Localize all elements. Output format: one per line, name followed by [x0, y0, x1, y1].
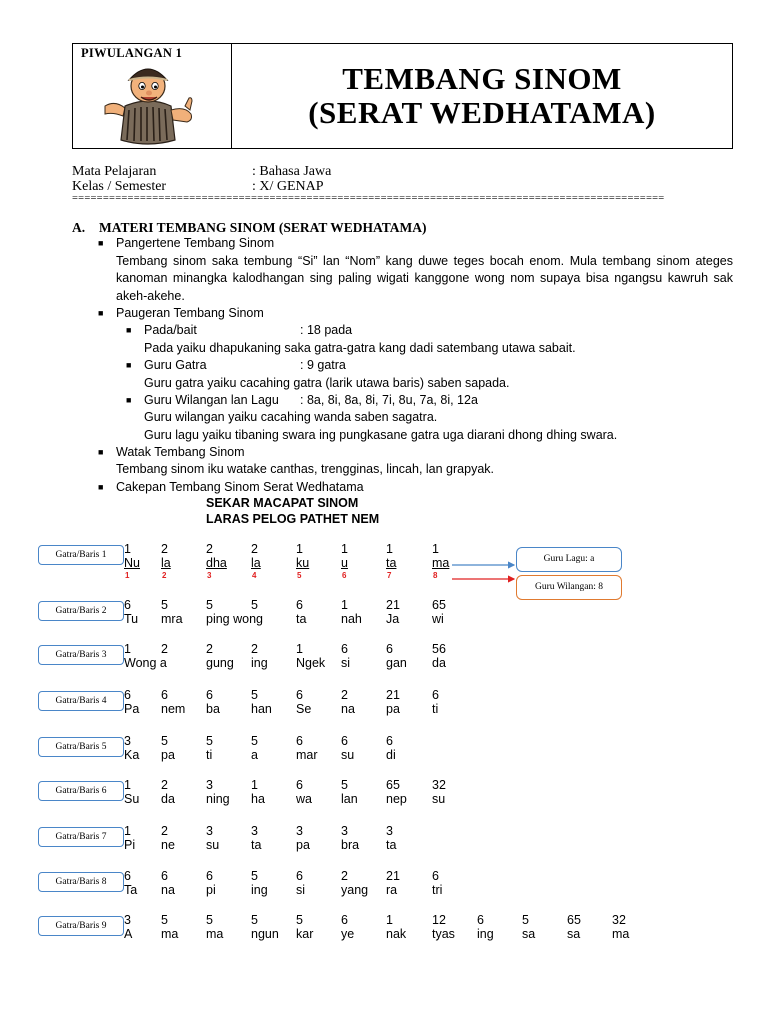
- sub-bullet-icon: ■: [126, 325, 132, 335]
- bullet-icon: ■: [98, 482, 104, 492]
- lyric-cell: ti: [206, 748, 213, 762]
- lyric-cell: si: [341, 656, 351, 670]
- lyric-cell: Ngek: [296, 656, 326, 670]
- note-cell: 3: [124, 913, 131, 927]
- lyric-cell: nep: [386, 792, 407, 806]
- cakepan-title: Cakepan Tembang Sinom Serat Wedhatama: [116, 480, 364, 494]
- annotation-arrows: [450, 555, 520, 595]
- note-cell: 6: [432, 869, 439, 883]
- syllable-count: 4: [252, 571, 257, 580]
- note-cell: 1: [296, 642, 303, 656]
- lyric-cell: sa: [522, 927, 536, 941]
- lyric-cell: ba: [206, 702, 220, 716]
- note-cell: 3: [124, 734, 131, 748]
- note-cell: 5: [251, 688, 258, 702]
- meta-value: : X/ GENAP: [252, 179, 324, 194]
- note-cell: 1: [341, 598, 348, 612]
- meta-label: Kelas / Semester: [72, 179, 167, 194]
- note-cell: 5: [161, 734, 168, 748]
- note-cell: 6: [296, 734, 303, 748]
- lyric-cell: A: [124, 927, 133, 941]
- note-cell: 56: [432, 642, 446, 656]
- lyric-cell: ti: [432, 702, 439, 716]
- note-cell: 21: [386, 869, 400, 883]
- note-cell: 2: [206, 542, 213, 556]
- lyric-cell: pa: [296, 838, 310, 852]
- lyric-cell: Ja: [386, 612, 400, 626]
- lyric-cell: su: [432, 792, 446, 806]
- note-cell: 5: [251, 598, 258, 612]
- paugeran-title: Paugeran Tembang Sinom: [116, 306, 264, 320]
- note-cell: 1: [386, 913, 393, 927]
- sekar-title: [206, 495, 379, 527]
- note-cell: 6: [386, 734, 393, 748]
- lyric-cell: su: [206, 838, 220, 852]
- note-cell: 3: [251, 824, 258, 838]
- lyric-cell: ta: [386, 838, 397, 852]
- note-cell: 6: [296, 598, 303, 612]
- note-cell: 2: [251, 542, 258, 556]
- syllable-count: 2: [162, 571, 167, 580]
- header-box: [72, 43, 733, 149]
- note-cell: 3: [386, 824, 393, 838]
- note-cell: 6: [296, 688, 303, 702]
- lyric-cell: lan: [341, 792, 358, 806]
- note-cell: 1: [341, 542, 348, 556]
- lyric-cell: ta: [386, 556, 397, 570]
- note-cell: 6: [161, 688, 168, 702]
- title-line-1: TEMBANG SINOM: [342, 61, 622, 96]
- lyric-cell: pa: [386, 702, 400, 716]
- lyric-cell: ning: [206, 792, 230, 806]
- note-cell: 6: [477, 913, 484, 927]
- note-cell: 1: [251, 778, 258, 792]
- paugeran-label: Guru Wilangan lan Lagu: [144, 393, 279, 407]
- note-cell: 21: [386, 598, 400, 612]
- note-cell: 5: [251, 913, 258, 927]
- note-cell: 32: [612, 913, 626, 927]
- guru-lagu-box: Guru Lagu: a: [516, 547, 622, 572]
- lyric-cell: mra: [161, 612, 183, 626]
- lyric-cell: ye: [341, 927, 355, 941]
- lyric-cell: Nu: [124, 556, 140, 570]
- lyric-cell: la: [161, 556, 171, 570]
- note-cell: 2: [251, 642, 258, 656]
- note-cell: 5: [161, 913, 168, 927]
- separator-line: ================================================================================================: [72, 193, 665, 204]
- bullet-icon: ■: [98, 238, 104, 248]
- lyric-cell: wi: [432, 612, 444, 626]
- lyric-cell: bra: [341, 838, 360, 852]
- lyric-cell: ma: [161, 927, 179, 941]
- lyric-cell: gan: [386, 656, 407, 670]
- section-title: MATERI TEMBANG SINOM (SERAT WEDHATAMA): [99, 220, 427, 235]
- note-cell: 12: [432, 913, 446, 927]
- guru-wilangan-box: Guru Wilangan: 8: [516, 575, 622, 600]
- lyric-cell: ma: [612, 927, 630, 941]
- note-cell: 6: [386, 642, 393, 656]
- gatra-label: Gatra/Baris 6: [38, 781, 124, 801]
- paugeran-desc: Guru gatra yaiku cacahing gatra (larik utawa baris) saben sapada.: [144, 376, 510, 390]
- lyric-cell: Tu: [124, 612, 139, 626]
- lyric-cell: su: [341, 748, 355, 762]
- gatra-label: Gatra/Baris 2: [38, 601, 124, 621]
- lyric-cell: ta: [251, 838, 262, 852]
- note-cell: 21: [386, 688, 400, 702]
- note-cell: 5: [296, 913, 303, 927]
- lyric-cell: tyas: [432, 927, 455, 941]
- gatra-label: Gatra/Baris 8: [38, 872, 124, 892]
- note-cell: 5: [251, 734, 258, 748]
- syllable-count: 1: [125, 571, 130, 580]
- note-cell: 6: [341, 642, 348, 656]
- lyric-cell: Pa: [124, 702, 140, 716]
- note-cell: 6: [432, 688, 439, 702]
- note-cell: 3: [296, 824, 303, 838]
- syllable-count: 6: [342, 571, 347, 580]
- lyric-cell: la: [251, 556, 261, 570]
- lesson-label: PIWULANGAN 1: [81, 46, 183, 60]
- note-cell: 3: [341, 824, 348, 838]
- note-cell: 6: [124, 869, 131, 883]
- lyric-cell: si: [296, 883, 306, 897]
- note-cell: 2: [341, 688, 348, 702]
- gatra-label: Gatra/Baris 1: [38, 545, 124, 565]
- lyric-cell: ing: [251, 883, 268, 897]
- lyric-cell: ha: [251, 792, 265, 806]
- pangertene-title: Pangertene Tembang Sinom: [116, 236, 275, 250]
- lyric-cell: wa: [296, 792, 312, 806]
- lyric-cell: ku: [296, 556, 310, 570]
- note-cell: 5: [206, 913, 213, 927]
- lyric-cell: ta: [296, 612, 307, 626]
- note-cell: 6: [341, 734, 348, 748]
- lyric-cell: dha: [206, 556, 227, 570]
- lyric-cell: Ka: [124, 748, 140, 762]
- lyric-cell: yang: [341, 883, 369, 897]
- document-title: [232, 62, 732, 130]
- paugeran-label: Pada/bait: [144, 323, 197, 337]
- paugeran-label: Guru Gatra: [144, 358, 207, 372]
- note-cell: 3: [206, 824, 213, 838]
- note-cell: 5: [341, 778, 348, 792]
- sub-bullet-icon: ■: [126, 360, 132, 370]
- meta-value: : Bahasa Jawa: [252, 164, 332, 179]
- note-cell: 2: [161, 542, 168, 556]
- note-cell: 1: [124, 642, 131, 656]
- paugeran-desc: Guru lagu yaiku tibaning swara ing pungkasane gatra uga diarani dhong dhing swara.: [144, 428, 618, 442]
- lyric-cell: Ta: [124, 883, 138, 897]
- lyric-cell: sa: [567, 927, 581, 941]
- lyric-cell: na: [341, 702, 355, 716]
- note-cell: 5: [206, 734, 213, 748]
- note-cell: 2: [341, 869, 348, 883]
- lyric-cell: nak: [386, 927, 407, 941]
- pangertene-text: Tembang sinom saka tembung “Si” lan “Nom” kang duwe teges bocah enom. Mula tembang sinom ateges kanoman minangka kalodhangan sing paling wigati kanggone wong nom supaya bisa ngangsu kawruh sak akeh-akehe.: [116, 254, 733, 303]
- note-cell: 2: [161, 642, 168, 656]
- syllable-count: 7: [387, 571, 392, 580]
- note-cell: 6: [206, 688, 213, 702]
- note-cell: 5: [251, 869, 258, 883]
- note-cell: 65: [432, 598, 446, 612]
- note-cell: 2: [161, 824, 168, 838]
- lyric-cell: ne: [161, 838, 175, 852]
- note-cell: 32: [432, 778, 446, 792]
- title-line-2: (SERAT WEDHATAMA): [308, 95, 656, 130]
- lyric-cell: di: [386, 748, 396, 762]
- note-cell: 6: [124, 598, 131, 612]
- lyric-cell: a: [251, 748, 258, 762]
- lyric-cell: Pi: [124, 838, 136, 852]
- lyric-cell: da: [432, 656, 446, 670]
- gatra-label: Gatra/Baris 5: [38, 737, 124, 757]
- note-cell: 2: [206, 642, 213, 656]
- watak-title: Watak Tembang Sinom: [116, 445, 245, 459]
- sekar-title-line-1: SEKAR MACAPAT SINOM: [206, 496, 359, 510]
- sekar-title-line-2: LARAS PELOG PATHET NEM: [206, 512, 380, 526]
- gatra-label: Gatra/Baris 4: [38, 691, 124, 711]
- note-cell: 1: [296, 542, 303, 556]
- lyric-cell: na: [161, 883, 175, 897]
- bullet-icon: ■: [98, 308, 104, 318]
- note-cell: 6: [341, 913, 348, 927]
- note-cell: 6: [161, 869, 168, 883]
- lyric-cell: ma: [432, 556, 450, 570]
- lyric-cell: kar: [296, 927, 314, 941]
- note-cell: 6: [296, 869, 303, 883]
- note-cell: 1: [124, 542, 131, 556]
- section-number: A.: [72, 220, 86, 235]
- punakawan-mascot-icon: [99, 62, 199, 146]
- note-cell: 6: [206, 869, 213, 883]
- lyric-cell: gung: [206, 656, 234, 670]
- syllable-count: 8: [433, 571, 438, 580]
- lyric-cell: Wong a: [124, 656, 167, 670]
- note-cell: 1: [432, 542, 439, 556]
- lyric-cell: nem: [161, 702, 186, 716]
- lyric-cell: tri: [432, 883, 443, 897]
- paugeran-value: : 18 pada: [300, 323, 353, 337]
- lyric-cell: nah: [341, 612, 362, 626]
- lyric-cell: mar: [296, 748, 318, 762]
- gatra-label: Gatra/Baris 9: [38, 916, 124, 936]
- paugeran-desc: Pada yaiku dhapukaning saka gatra-gatra kang dadi satembang utawa sabait.: [144, 341, 576, 355]
- section-heading: [72, 220, 427, 236]
- lyric-cell: da: [161, 792, 175, 806]
- bullet-icon: ■: [98, 447, 104, 457]
- lyric-cell: ing: [477, 927, 494, 941]
- note-cell: 65: [386, 778, 400, 792]
- lyric-cell: u: [341, 556, 348, 570]
- lyric-cell: ing: [251, 656, 268, 670]
- paugeran-value: : 8a, 8i, 8a, 8i, 7i, 8u, 7a, 8i, 12a: [300, 393, 478, 407]
- syllable-count: 5: [297, 571, 302, 580]
- watak-text: Tembang sinom iku watake canthas, trengginas, lincah, lan grapyak.: [116, 462, 494, 476]
- syllable-count: 3: [207, 571, 212, 580]
- note-cell: 5: [522, 913, 529, 927]
- lyric-cell: ping wong: [206, 612, 263, 626]
- note-cell: 1: [124, 824, 131, 838]
- lyric-cell: ma: [206, 927, 224, 941]
- note-cell: 3: [206, 778, 213, 792]
- lyric-cell: pi: [206, 883, 216, 897]
- note-cell: 6: [124, 688, 131, 702]
- gatra-label: Gatra/Baris 7: [38, 827, 124, 847]
- meta-row-subject: [72, 164, 332, 180]
- sub-bullet-icon: ■: [126, 395, 132, 405]
- note-cell: 1: [386, 542, 393, 556]
- note-cell: 65: [567, 913, 581, 927]
- note-cell: 1: [124, 778, 131, 792]
- note-cell: 5: [206, 598, 213, 612]
- lyric-cell: Se: [296, 702, 312, 716]
- note-cell: 5: [161, 598, 168, 612]
- gatra-label: Gatra/Baris 3: [38, 645, 124, 665]
- note-cell: 6: [296, 778, 303, 792]
- note-cell: 2: [161, 778, 168, 792]
- lyric-cell: pa: [161, 748, 175, 762]
- lyric-cell: ra: [386, 883, 398, 897]
- lyric-cell: ngun: [251, 927, 279, 941]
- paugeran-value: : 9 gatra: [300, 358, 346, 372]
- meta-label: Mata Pelajaran: [72, 164, 157, 179]
- lyric-cell: han: [251, 702, 272, 716]
- lyric-cell: Su: [124, 792, 140, 806]
- paugeran-desc: Guru wilangan yaiku cacahing wanda saben sagatra.: [144, 410, 438, 424]
